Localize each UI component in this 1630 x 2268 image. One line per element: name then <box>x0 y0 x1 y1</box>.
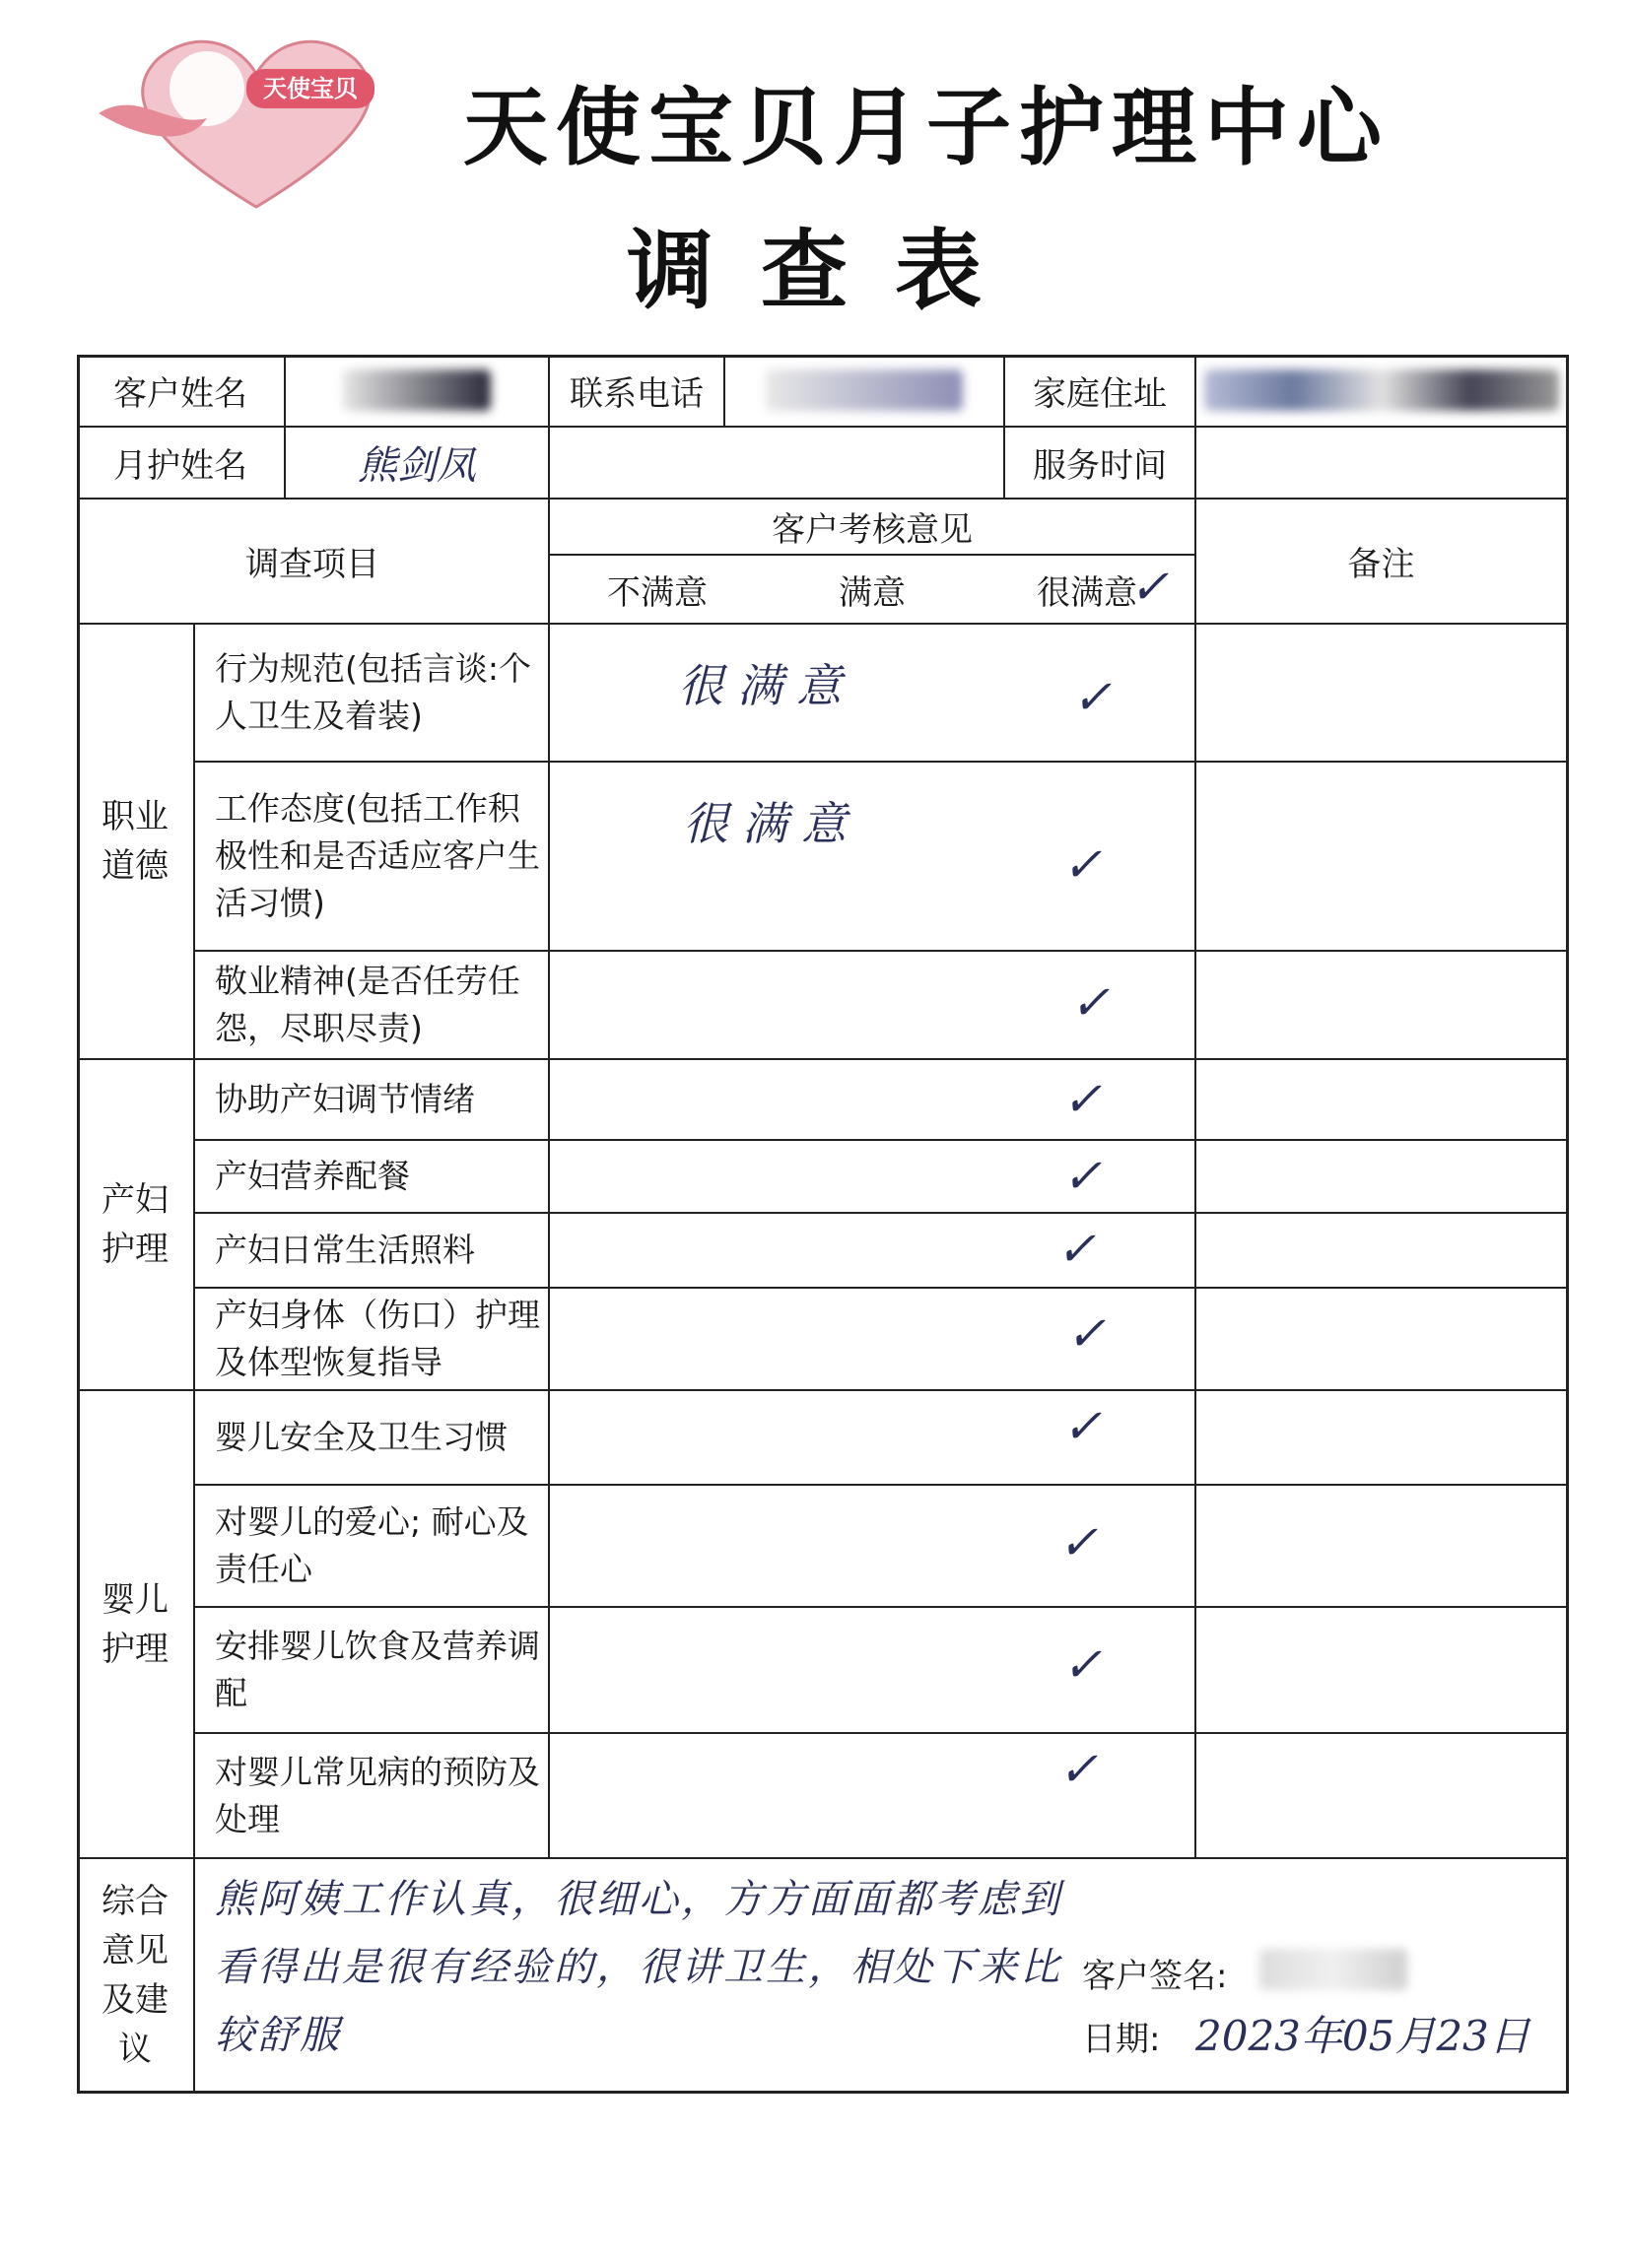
check-mark: ✓ <box>1062 837 1103 893</box>
summary-label: 综合意见及建议 <box>102 1881 169 2069</box>
level-dissatisfied: 不满意 <box>607 572 708 613</box>
check-mark: ✓ <box>1058 1742 1099 1797</box>
survey-table <box>77 355 1569 2094</box>
item-baby-diet: 安排婴儿饮食及营养调配 <box>215 1627 540 1712</box>
item-nutrition: 产妇营养配餐 <box>215 1157 410 1195</box>
signature-label: 客户签名: <box>1082 1957 1228 1996</box>
summary-line-3: 较舒服 <box>215 2013 342 2058</box>
customer-name-label: 客户姓名 <box>113 373 247 414</box>
address-value <box>1196 355 1566 426</box>
nurse-name-label: 月护姓名 <box>113 446 247 486</box>
handwritten-note-attitude: 很满意 <box>683 797 860 850</box>
logo-text: 天使宝贝 <box>263 75 358 102</box>
level-very-satisfied: 很满意 <box>1037 572 1137 613</box>
check-mark: ✓ <box>1066 1306 1107 1362</box>
signature-redacted <box>1259 1949 1407 1990</box>
opinion-header: 客户考核意见 <box>772 510 973 550</box>
item-attitude: 工作态度(包括工作积极性和是否适应客户生活习惯) <box>215 789 540 922</box>
nurse-name-value: 熊剑凤 <box>358 443 476 489</box>
address-label: 家庭住址 <box>1033 373 1167 414</box>
summary-line-1: 熊阿姨工作认真，很细心，方方面面都考虑到 <box>215 1877 1062 1922</box>
category-professional-ethics: 职业道德 <box>102 797 169 886</box>
date-value: 2023年05月23日 <box>1195 2012 1530 2060</box>
heart-logo <box>99 20 414 217</box>
remark-header: 备注 <box>1347 545 1415 584</box>
phone-value <box>725 355 1003 426</box>
page-subtitle: 调查表 <box>626 220 1029 321</box>
page-title: 天使宝贝月子护理中心 <box>463 79 1390 177</box>
check-mark: ✓ <box>1072 670 1113 725</box>
item-daily-care: 产妇日常生活照料 <box>215 1231 475 1269</box>
item-dedication: 敬业精神(是否任劳任怨，尽职尽责) <box>215 962 520 1047</box>
check-mark: ✓ <box>1062 1399 1103 1454</box>
header-check-mark: ✓ <box>1129 560 1170 615</box>
level-satisfied: 满意 <box>839 572 906 613</box>
item-baby-illness: 对婴儿常见病的预防及处理 <box>215 1752 540 1838</box>
summary-line-2: 看得出是很有经验的，很讲卫生，相处下来比 <box>215 1945 1062 1990</box>
phone-label: 联系电话 <box>570 373 704 414</box>
item-behavior: 行为规范(包括言谈:个人卫生及着装) <box>215 649 531 735</box>
check-mark: ✓ <box>1062 1149 1103 1204</box>
item-baby-love: 对婴儿的爱心; 耐心及责任心 <box>215 1502 529 1588</box>
item-baby-safety: 婴儿安全及卫生习惯 <box>215 1418 508 1456</box>
item-emotion-support: 协助产妇调节情绪 <box>215 1080 475 1118</box>
check-mark: ✓ <box>1058 1515 1099 1570</box>
service-time-label: 服务时间 <box>1033 446 1167 486</box>
check-mark: ✓ <box>1062 1637 1103 1693</box>
check-mark: ✓ <box>1070 975 1111 1031</box>
date-label: 日期: <box>1082 2020 1161 2059</box>
check-mark: ✓ <box>1056 1222 1097 1277</box>
category-baby-care: 婴儿护理 <box>102 1579 169 1669</box>
item-recovery: 产妇身体（伤口）护理及体型恢复指导 <box>215 1296 540 1381</box>
check-mark: ✓ <box>1062 1072 1103 1127</box>
survey-items-header: 调查项目 <box>245 545 379 584</box>
category-mother-care: 产妇护理 <box>102 1180 169 1269</box>
customer-name-value <box>286 355 548 426</box>
handwritten-note-behavior: 很满意 <box>678 659 855 712</box>
